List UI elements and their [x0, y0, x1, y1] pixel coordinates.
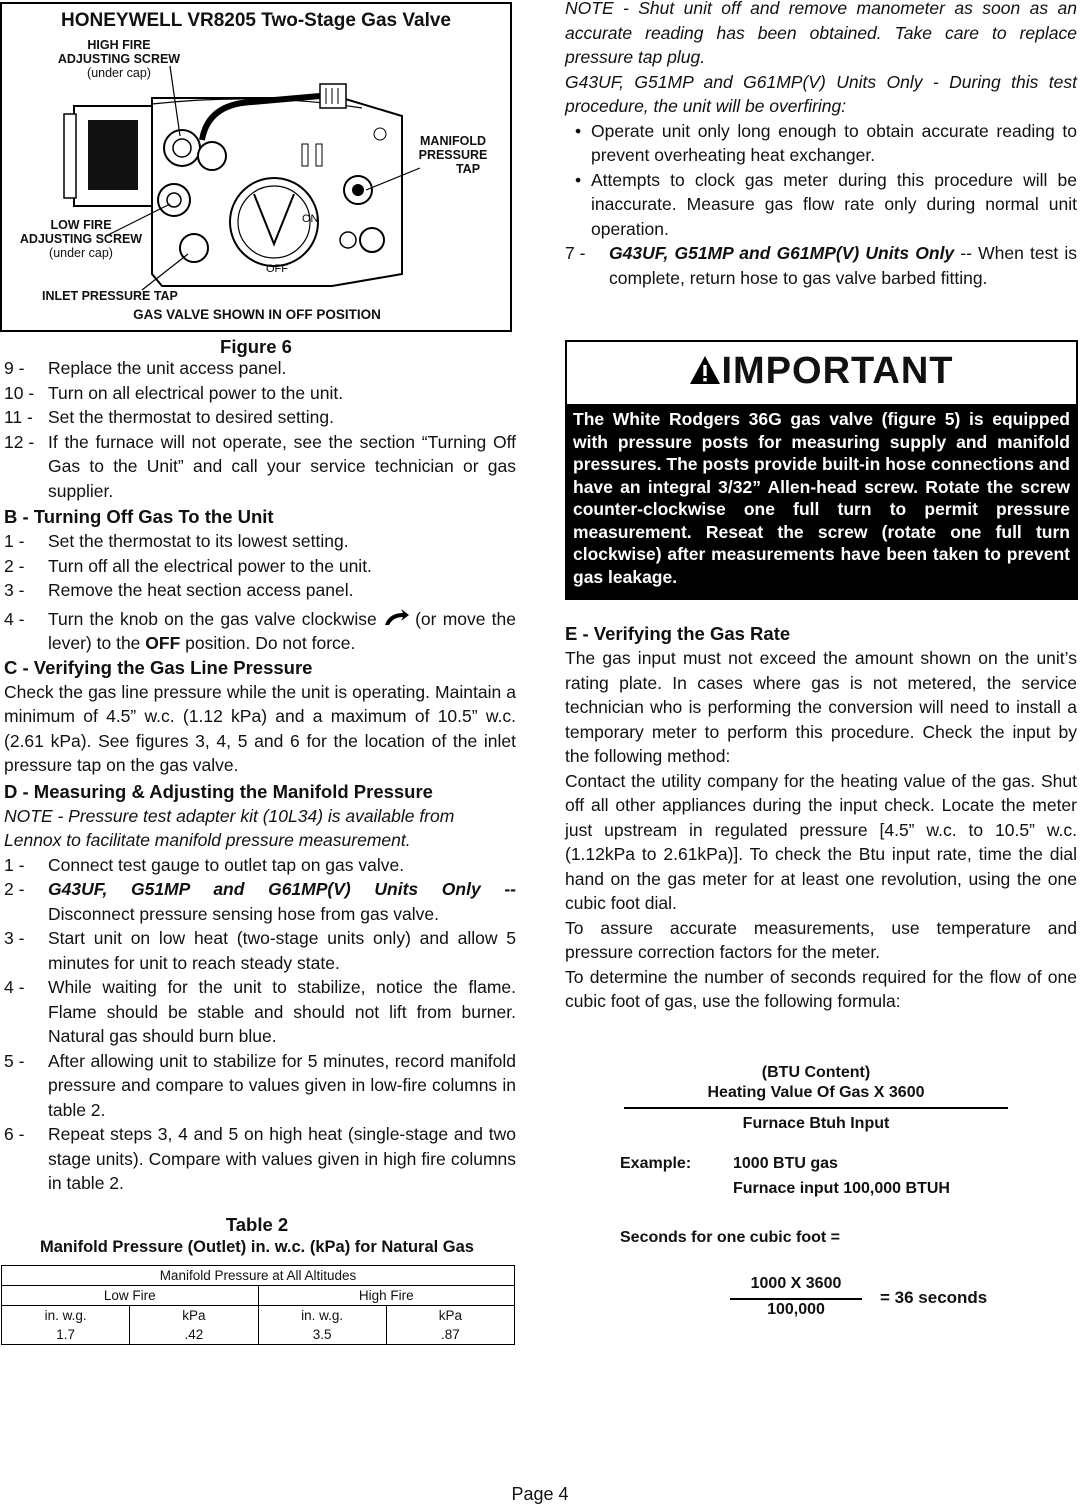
list-item: • Attempts to clock gas meter during this procedure will be inaccurate. Measure gas flow rate only during normal unit operation. [575, 169, 1077, 239]
list-item: 9 - Replace the unit access panel. [4, 358, 287, 378]
section-e-p2: Contact the utility company for the heating value of the gas. Shut off all other appliances during the input check. Locate the meter just upstream in regulated pressure [4.5” w.c. to 10.5” w.c. (1.12kPa to 2.61kPa)]. To check the Btu input rate, time the dial hand on the gas meter for at least one revolution, using the one cubic foot dial. [565, 770, 1077, 913]
example-label: Example: [620, 1155, 692, 1172]
figure-title: HONEYWELL VR8205 Two-Stage Gas Valve [61, 10, 451, 31]
section-e-p1: The gas input must not exceed the amount shown on the unit’s rating plate. In cases where gas is not metered, the service technician who is performing the conversion will need to install a temporary meter to perform this procedure. Check the input by the following method: [565, 648, 1077, 766]
list-item: 1 - Connect test gauge to outlet tap on gas valve. [4, 854, 405, 875]
list-item: 6 - Repeat steps 3, 4 and 5 on high heat (single-stage and two stage units). Compare with values given in high fire columns in table 2. [4, 1124, 516, 1193]
table-title: Table 2 [225, 1214, 289, 1235]
bullet-icon: • [575, 169, 582, 190]
table-cell: .42 [130, 1325, 258, 1345]
section-d-note: NOTE - Pressure test adapter kit (10L34) is available from Lennox to facilitate manifold pressure measurement. [4, 805, 455, 850]
right-column-top [565, 0, 1077, 290]
list-item: 3 - Remove the heat section access panel. [4, 580, 354, 600]
table-cell: .87 [386, 1325, 514, 1345]
example-line-2: Furnace input 100,000 BTUH [733, 1180, 950, 1197]
list-item: • Operate unit only long enough to obtain accurate reading to prevent overheating heat exchanger. [575, 120, 1077, 165]
important-body: The White Rodgers 36G gas valve (figure 5) is equipped with pressure posts for measuring supply and manifold pressures. The posts provide built-in hose connections and have an integral 3/32” Allen-head screw. Rotate the screw counter-clockwise one full turn to permit pressure measurement. Reseat the screw (rotate one full turn clockwise) after measurements have been taken to prevent gas leakage. [567, 404, 1076, 598]
figure-caption: Figure 6 [220, 336, 292, 357]
calc-fraction-bar [730, 1298, 862, 1300]
formula-numerator-2: Heating Value Of Gas X 3600 [707, 1084, 925, 1101]
overfiring-note: G43UF, G51MP and G61MP(V) Units Only - During this test procedure, the unit will be overfiring: [565, 71, 1077, 116]
example-line-1: 1000 BTU gas [733, 1155, 838, 1172]
table-subtitle: Manifold Pressure (Outlet) in. w.c. (kPa) for Natural Gas [40, 1238, 474, 1256]
table-row [2, 1286, 515, 1306]
table-row [2, 1325, 515, 1345]
section-c-text: Check the gas line pressure while the unit is operating. Maintain a minimum of 4.5” w.c. (1.12 kPa) and a maximum of 10.5” w.c. (2.61 kPa). See figures 3, 4, 5 and 6 for the location of the inlet pressure tap on the gas valve. [4, 681, 516, 775]
clockwise-arrow-icon [383, 609, 409, 627]
table-row [2, 1266, 515, 1286]
manometer-note: NOTE - Shut unit off and remove manometer as soon as an accurate reading has been obtained. Take care to replace pressure tap plug. [565, 0, 1077, 67]
calc-denominator: 100,000 [767, 1301, 825, 1318]
important-notice [565, 340, 1078, 600]
list-item: 10 - Turn on all electrical power to the unit. [4, 382, 344, 403]
section-d-heading: D - Measuring & Adjusting the Manifold Pressure [4, 780, 433, 802]
page-number: Page 4 [511, 1484, 569, 1504]
important-title: IMPORTANT [567, 350, 1076, 393]
warning-triangle-icon [689, 355, 721, 385]
section-c-heading: C - Verifying the Gas Line Pressure [4, 656, 313, 678]
high-fire-label: HIGH FIRE ADJUSTING SCREW (under cap) [57, 38, 181, 80]
list-item: 4 - Turn the knob on the gas valve clockwise (or move the lever) to the OFF position. Do not force. [4, 608, 517, 653]
list-item: 1 - Set the thermostat to its lowest setting. [4, 531, 349, 551]
section-e-p3: To assure accurate measurements, use temperature and pressure correction factors for the meter. [565, 917, 1077, 962]
section-e-heading: E - Verifying the Gas Rate [565, 623, 791, 644]
formula-denominator: Furnace Btuh Input [742, 1115, 890, 1132]
section-b-heading: B - Turning Off Gas To the Unit [4, 506, 274, 527]
list-item: 2 - Turn off all the electrical power to the unit. [4, 555, 372, 576]
table-cell: kPa [130, 1306, 258, 1326]
calc-result: = 36 seconds [880, 1288, 988, 1307]
steps-a-list [4, 356, 516, 503]
seconds-label: Seconds for one cubic foot = [620, 1229, 841, 1246]
bullet-icon: • [575, 120, 582, 141]
table-cell: in. w.g. [2, 1306, 130, 1326]
table-header-cell: Manifold Pressure at All Altitudes [2, 1266, 515, 1286]
table-row [2, 1306, 515, 1326]
table-cell: 1.7 [2, 1325, 130, 1345]
section-e [565, 622, 1077, 1014]
calc-numerator: 1000 X 3600 [750, 1275, 842, 1292]
list-item: 4 - While waiting for the unit to stabilize, notice the flame. Flame should be stable and should not lift from burner. Natural gas should burn blue. [4, 977, 516, 1046]
table-cell: kPa [386, 1306, 514, 1326]
figure-6-box [0, 2, 512, 332]
section-e-p4: To determine the number of seconds required for the flow of one cubic foot of gas, use the following formula: [565, 966, 1077, 1011]
list-item: 3 - Start unit on low heat (two-stage units only) and allow 5 minutes for unit to reach steady state. [4, 928, 516, 973]
table-cell: 3.5 [258, 1325, 386, 1345]
formula-numerator-1: (BTU Content) [761, 1064, 871, 1081]
knob-off-label: OFF [266, 263, 288, 275]
list-item: 11 - Set the thermostat to desired setting. [4, 407, 334, 427]
formula-fraction-bar [624, 1107, 1008, 1109]
list-item: 2 - G43UF, G51MP and G61MP(V) Units Only -- Disconnect pressure sensing hose from gas valve. [4, 879, 516, 924]
list-item: 12 - If the furnace will not operate, see the section “Turning Off Gas to the Unit” and call your service technician or gas supplier. [4, 431, 516, 501]
manifold-tap-label: MANIFOLD PRESSURE TAP [418, 134, 488, 176]
list-item: 7 - G43UF, G51MP and G61MP(V) Units Only -- When test is complete, return hose to gas valve barbed fitting. [565, 243, 1077, 288]
left-column [4, 356, 516, 1196]
inlet-tap-label: INLET PRESSURE TAP [42, 289, 178, 303]
table-header-cell: High Fire [258, 1286, 515, 1306]
valve-position-note: GAS VALVE SHOWN IN OFF POSITION [133, 307, 381, 322]
low-fire-label: LOW FIRE ADJUSTING SCREW (under cap) [19, 218, 143, 260]
list-item: 5 - After allowing unit to stabilize for 5 minutes, record manifold pressure and compare to values given in low-fire columns in table 2. [4, 1050, 516, 1120]
table-header-cell: Low Fire [2, 1286, 259, 1306]
table-2 [1, 1265, 515, 1345]
knob-on-label: ON [302, 213, 319, 225]
table-cell: in. w.g. [258, 1306, 386, 1326]
